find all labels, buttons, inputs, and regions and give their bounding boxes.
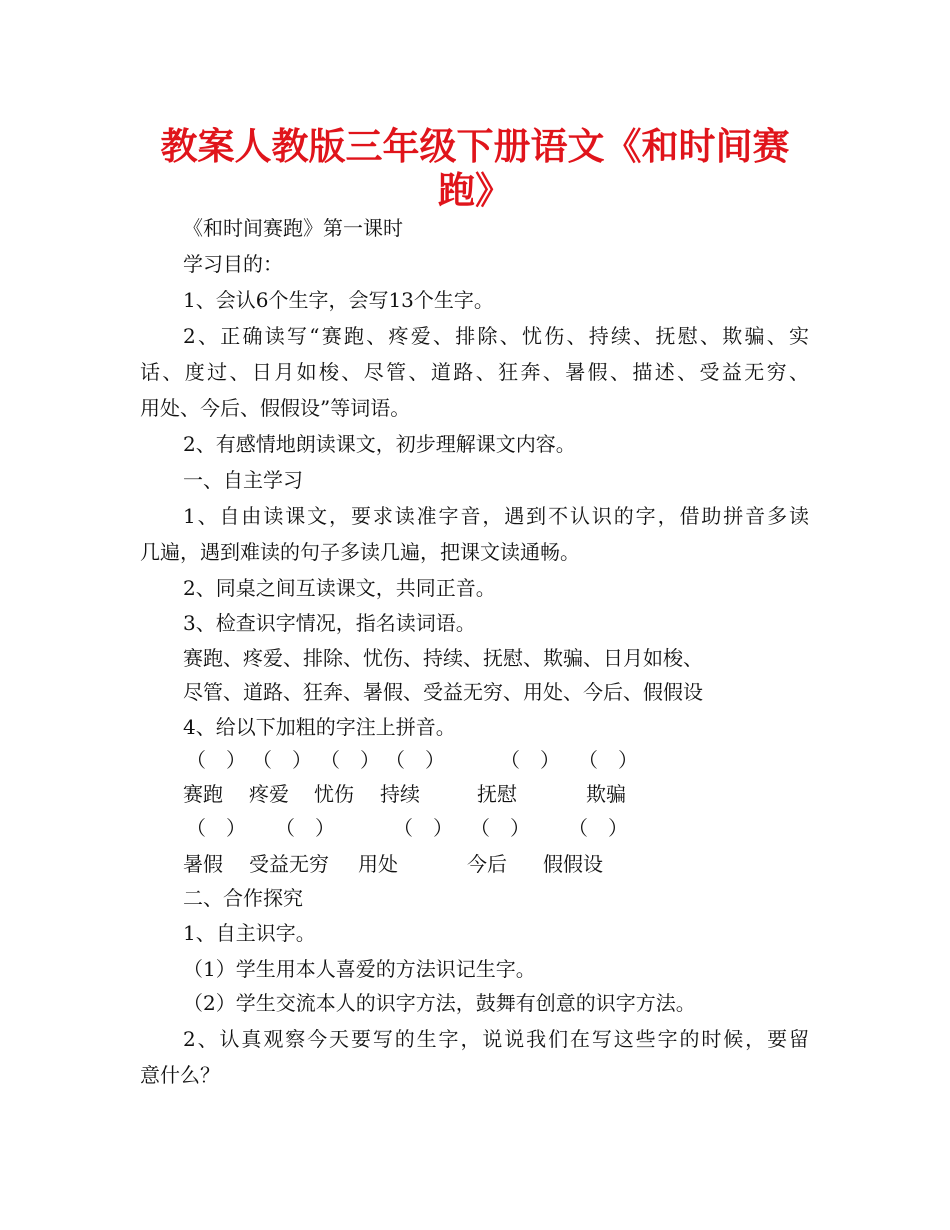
pinyin-blank: （ ） bbox=[393, 816, 453, 840]
section-heading-self-study: 一、自主学习 bbox=[183, 468, 303, 492]
objective-3: 2、有感情地朗读课文，初步理解课文内容。 bbox=[183, 432, 576, 456]
pinyin-blank: （ ） bbox=[186, 748, 246, 772]
self-study-3: 3、检查识字情况，指名读词语。 bbox=[183, 611, 476, 635]
objective-2-line-3: 用处、今后、假假设”等词语。 bbox=[140, 396, 411, 420]
cooperation-2-line-2: 意什么？ bbox=[140, 1063, 220, 1087]
self-study-2: 2、同桌之间互读课文，共同正音。 bbox=[183, 576, 496, 600]
word-list-line-2: 尽管、道路、狂奔、暑假、受益无穷、用处、今后、假假设 bbox=[183, 680, 703, 704]
cooperation-1-2: （2）学生交流本人的识字方法，鼓舞有创意的识字方法。 bbox=[183, 991, 696, 1015]
objective-2-line-2: 话、度过、日月如梭、尽管、道路、狂奔、暑假、描述、受益无穷、 bbox=[140, 360, 809, 384]
pinyin-blank: （ ） bbox=[385, 748, 445, 772]
document-title-line-2: 跑》 bbox=[438, 169, 512, 212]
section-heading-cooperation: 二、合作探究 bbox=[183, 886, 303, 910]
cooperation-1-1: （1）学生用本人喜爱的方法识记生字。 bbox=[183, 957, 536, 981]
objectives-label: 学习目的： bbox=[183, 252, 283, 276]
word-list-line-1: 赛跑、疼爱、排除、忧伤、持续、抚慰、欺骗、日月如梭、 bbox=[183, 646, 703, 670]
pinyin-blank: （ ） bbox=[252, 748, 312, 772]
pinyin-word: 持续 bbox=[380, 782, 420, 806]
self-study-4: 4、给以下加粗的字注上拼音。 bbox=[183, 715, 456, 739]
pinyin-word: 用处 bbox=[358, 852, 398, 876]
pinyin-word: 抚慰 bbox=[477, 782, 517, 806]
pinyin-word: 赛跑 bbox=[183, 782, 223, 806]
pinyin-blank: （ ） bbox=[500, 748, 560, 772]
pinyin-blank: （ ） bbox=[470, 816, 530, 840]
self-study-1-line-2: 几遍，遇到难读的句子多读几遍，把课文读通畅。 bbox=[140, 540, 580, 564]
pinyin-blank: （ ） bbox=[578, 748, 638, 772]
document-title-line-1: 教案人教版三年级下册语文《和时间赛 bbox=[160, 125, 790, 168]
cooperation-2-line-1: 2、认真观察今天要写的生字，说说我们在写这些字的时候，要留 bbox=[183, 1027, 809, 1051]
objective-2-line-1: 2、正确读写“赛跑、疼爱、排除、忧伤、持续、抚慰、欺骗、实 bbox=[183, 324, 809, 348]
pinyin-word: 暑假 bbox=[183, 852, 223, 876]
objective-1: 1、会认6个生字，会写13个生字。 bbox=[183, 288, 494, 312]
pinyin-word: 疼爱 bbox=[249, 782, 289, 806]
pinyin-word: 欺骗 bbox=[586, 782, 626, 806]
pinyin-word: 受益无穷 bbox=[249, 852, 329, 876]
pinyin-word: 假假设 bbox=[543, 852, 603, 876]
cooperation-1: 1、自主识字。 bbox=[183, 921, 316, 945]
pinyin-blank: （ ） bbox=[568, 816, 628, 840]
pinyin-word: 忧伤 bbox=[314, 782, 354, 806]
pinyin-blank: （ ） bbox=[275, 816, 335, 840]
pinyin-blank: （ ） bbox=[320, 748, 380, 772]
pinyin-blank: （ ） bbox=[186, 816, 246, 840]
pinyin-word: 今后 bbox=[467, 852, 507, 876]
lesson-heading: 《和时间赛跑》第一课时 bbox=[183, 216, 403, 240]
self-study-1-line-1: 1、自由读课文，要求读准字音，遇到不认识的字，借助拼音多读 bbox=[183, 504, 809, 528]
